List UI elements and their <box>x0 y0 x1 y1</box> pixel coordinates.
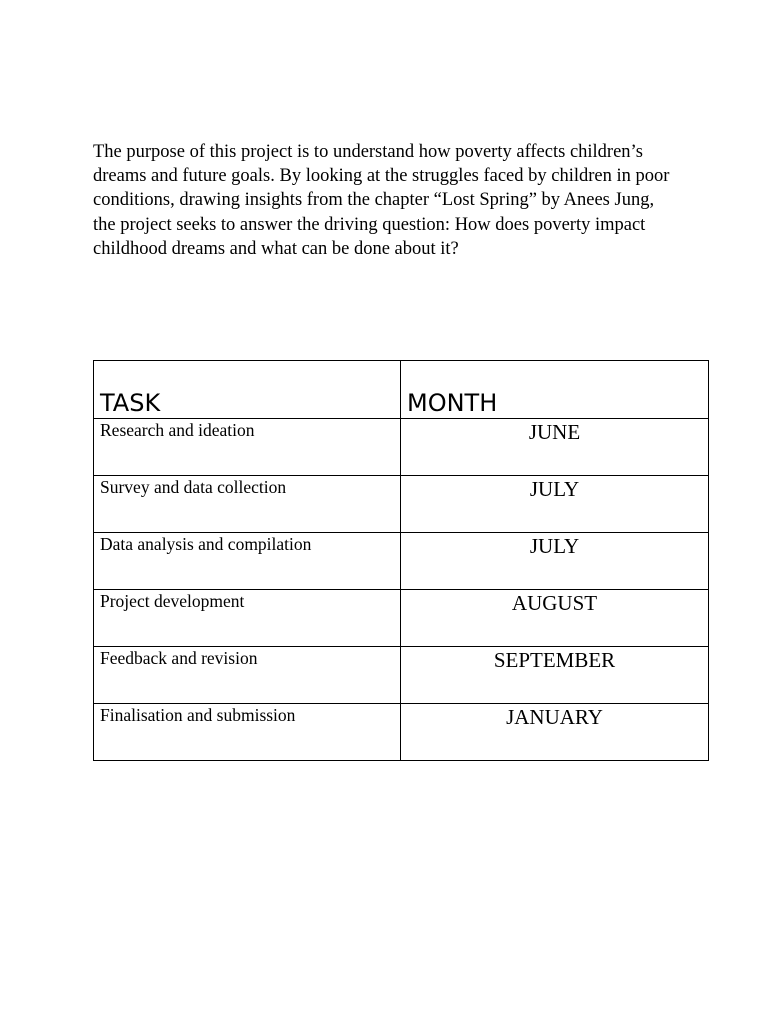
table-row <box>94 476 709 533</box>
month-cell: JANUARY <box>401 704 709 761</box>
table-row <box>94 533 709 590</box>
task-cell: Project development <box>94 590 401 647</box>
task-cell: Research and ideation <box>94 419 401 476</box>
month-cell: JULY <box>401 476 709 533</box>
task-cell: Data analysis and compilation <box>94 533 401 590</box>
table-row <box>94 647 709 704</box>
task-schedule-table <box>93 360 709 761</box>
table-row <box>94 704 709 761</box>
month-cell: SEPTEMBER <box>401 647 709 704</box>
month-cell: JUNE <box>401 419 709 476</box>
month-column-header: MONTH <box>401 361 709 419</box>
task-cell: Finalisation and submission <box>94 704 401 761</box>
month-cell: JULY <box>401 533 709 590</box>
table-header-row <box>94 361 709 419</box>
task-cell: Feedback and revision <box>94 647 401 704</box>
table-row <box>94 419 709 476</box>
task-column-header: TASK <box>94 361 401 419</box>
task-cell: Survey and data collection <box>94 476 401 533</box>
table-row <box>94 590 709 647</box>
month-cell: AUGUST <box>401 590 709 647</box>
intro-paragraph: The purpose of this project is to understand how poverty affects children’s dreams and future goals. By looking at the struggles faced by children in poor conditions, drawing insights from the chapter “Lost Spring” by Anees Jung, the project seeks to answer the driving question: How does poverty impact childhood dreams and what can be done about it? <box>93 142 670 259</box>
